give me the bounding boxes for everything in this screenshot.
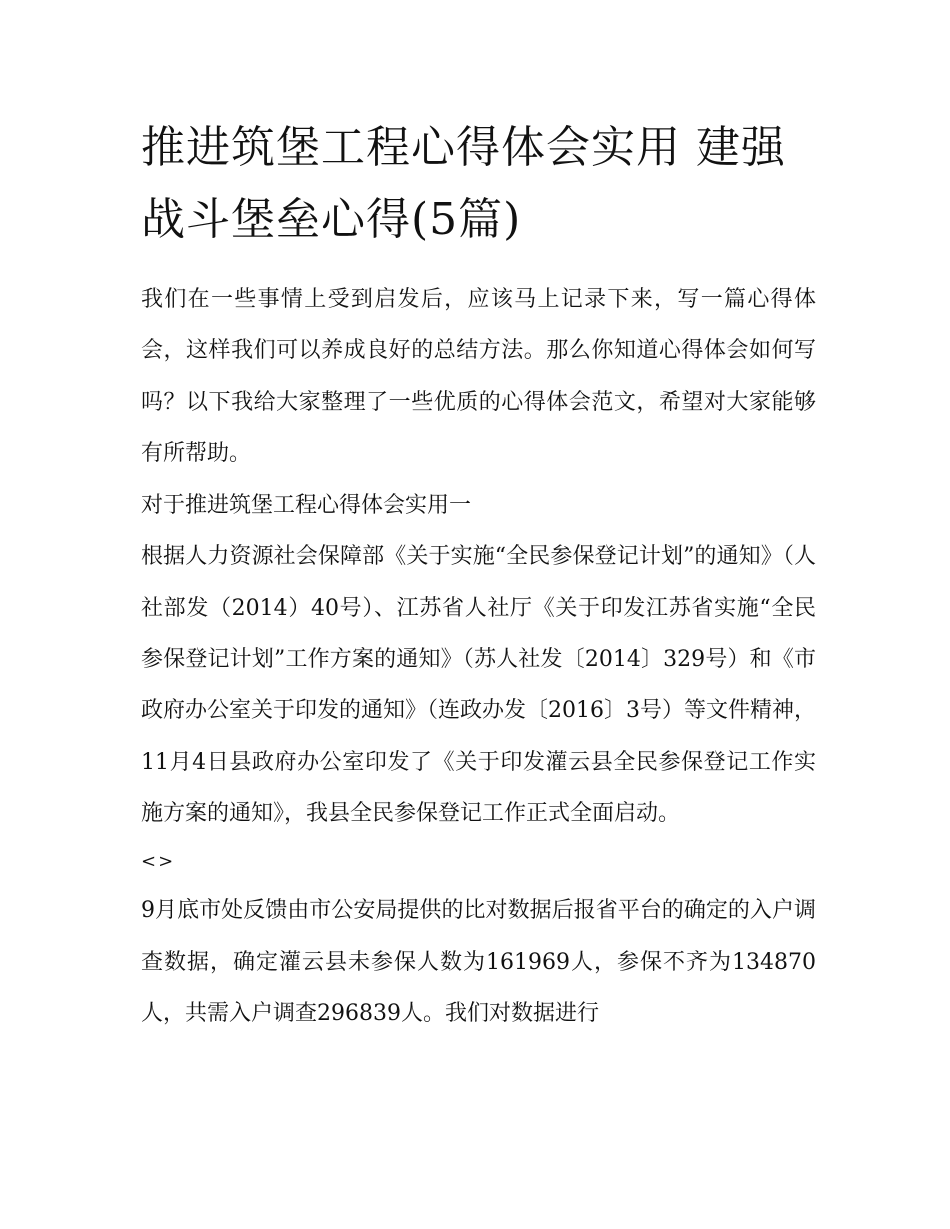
intro-paragraph: 我们在一些事情上受到启发后，应该马上记录下来，写一篇心得体会，这样我们可以养成良好的总结方法。那么你知道心得体会如何写吗？以下我给大家整理了一些优质的心得体会范文，希望对大家能够有所帮助。 <box>141 287 816 466</box>
document-page <box>141 112 816 1039</box>
body-paragraph-1: 根据人力资源社会保障部《关于实施“全民参保登记计划”的通知》（人社部发（2014）40号）、江苏省人社厅《关于印发江苏省实施“全民参保登记计划”工作方案的通知》（苏人社发〔2014〕329号）和《市政府办公室关于印发的通知》（连政办发〔2016〕3号）等文件精神，11月4日县政府办公室印发了《关于印发灌云县全民参保登记工作实施方案的通知》，我县全民参保登记工作正式全面启动。 <box>141 544 816 826</box>
section-heading: 对于推进筑堡工程心得体会实用一 <box>141 493 472 519</box>
body-paragraph-2: 9月底市处反馈由市公安局提供的比对数据后报省平台的确定的入户调查数据，确定灌云县未参保人数为161969人，参保不齐为134870人，共需入户调查296839人。我们对数据进行 <box>141 898 816 1026</box>
document-title: 推进筑堡工程心得体会实用 建强战斗堡垒心得(5篇) <box>141 122 786 245</box>
separator-text: <> <box>141 851 176 873</box>
